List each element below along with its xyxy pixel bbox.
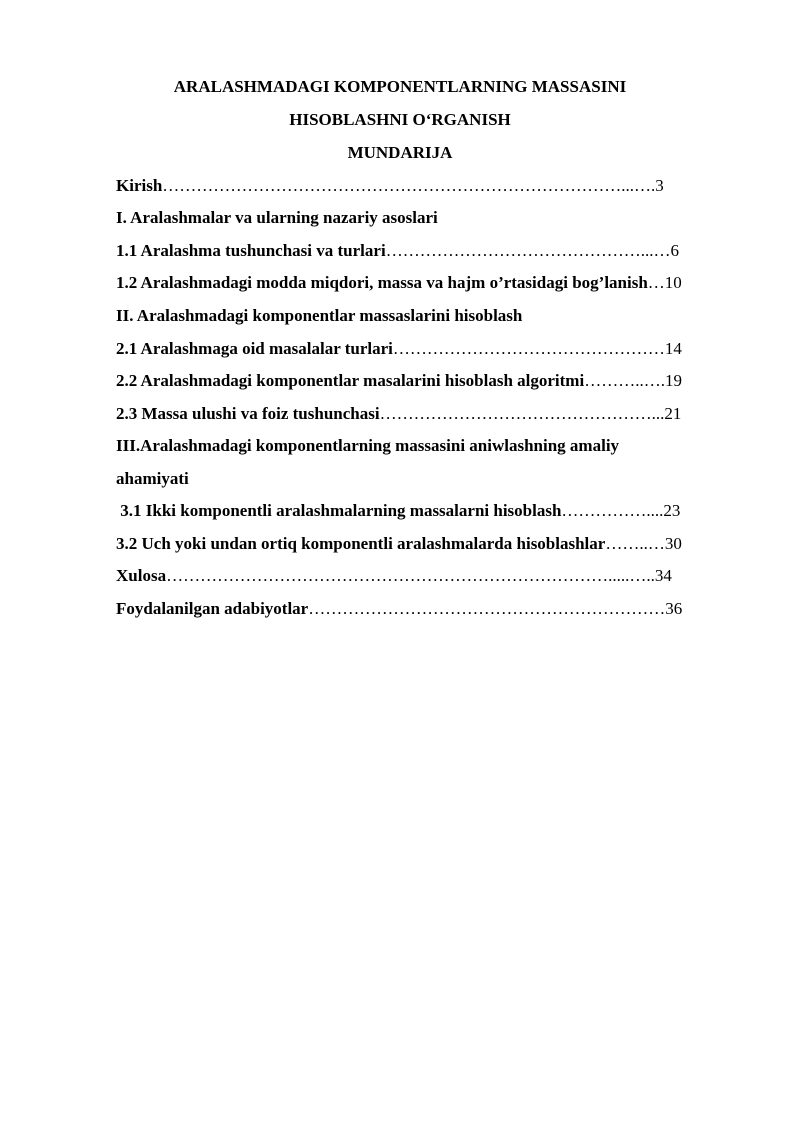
toc-page-number: 30 [664,534,682,553]
toc-leader-dots: ………………………………………………………………………...…. [162,176,656,195]
contents-heading: MUNDARIJA [347,143,453,162]
toc-page-number: 19 [664,371,682,390]
toc-leader-dots: …………………………………………... [379,404,665,423]
toc-entry-1-2 [116,273,740,293]
toc-section-3-continuation [116,469,740,489]
toc-entry-text: III.Aralashmadagi komponentlarning massasini aniwlashning amaliy [116,436,620,455]
toc-entry-3-2 [116,534,740,554]
document-title-line-2: HISOBLASHNI O‘RGANISH [289,110,511,129]
toc-page-number: 14 [664,339,682,358]
toc-entry-text: I. Aralashmalar va ularning nazariy asoslari [116,208,438,227]
toc-leader-dots: … [647,273,665,292]
toc-entry-text: 2.1 Aralashmaga oid masalalar turlari [116,339,393,358]
toc-page-number: 6 [670,241,679,260]
toc-page-number: 23 [663,501,681,520]
toc-leader-dots: ………………………………………...… [385,241,671,260]
toc-entry-text: II. Aralashmadagi komponentlar massaslarini hisoblash [116,306,523,325]
toc-leader-dots: ……………………………………………………… [308,599,666,618]
toc-entry-text: 2.2 Aralashmadagi komponentlar masalarini hisoblash algoritmi [116,371,585,390]
toc-entry-text: Xulosa [116,566,167,585]
toc-leader-dots: …………….... [561,501,664,520]
toc-entry-kirish [116,176,740,196]
toc-page-number: 3 [655,176,664,195]
toc-entry-text: Kirish [116,176,163,195]
toc-page-number: 10 [664,273,682,292]
toc-leader-dots: ………..…. [584,371,665,390]
toc-leader-dots: ………………………………………… [392,339,665,358]
toc-page-number: 34 [654,566,672,585]
toc-section-1 [116,208,740,228]
toc-leader-dots: …………………………………………………………………….....….. [166,566,655,585]
toc-page-number: 21 [664,404,682,423]
document-title-line-1: ARALASHMADAGI KOMPONENTLARNING MASSASINI [173,77,627,96]
toc-entry-text: Foydalanilgan adabiyotlar [116,599,309,618]
toc-entry-2-3 [116,404,740,424]
toc-entry-text: 3.1 Ikki komponentli aralashmalarning massalarni hisoblash [116,501,562,520]
toc-entry-text: ahamiyati [116,469,189,488]
toc-section-3 [116,436,740,456]
toc-entry-2-2 [116,371,740,391]
toc-entry-text: 1.1 Aralashma tushunchasi va turlari [116,241,386,260]
toc-entry-xulosa [116,566,740,586]
toc-entry-text: 3.2 Uch yoki undan ortiq komponentli aralashmalarda hisoblashlar [116,534,606,553]
toc-entry-text: 2.3 Massa ulushi va foiz tushunchasi [116,404,380,423]
toc-section-2 [116,306,740,326]
toc-entry-adabiyotlar [116,599,740,619]
toc-entry-text: 1.2 Aralashmadagi modda miqdori, massa va hajm o’rtasidagi bog’lanish [116,273,648,292]
toc-entry-1-1 [116,241,740,261]
toc-entry-3-1 [116,501,740,521]
toc-leader-dots: ……..… [605,534,665,553]
toc-page-number: 36 [665,599,683,618]
toc-entry-2-1 [116,339,740,359]
